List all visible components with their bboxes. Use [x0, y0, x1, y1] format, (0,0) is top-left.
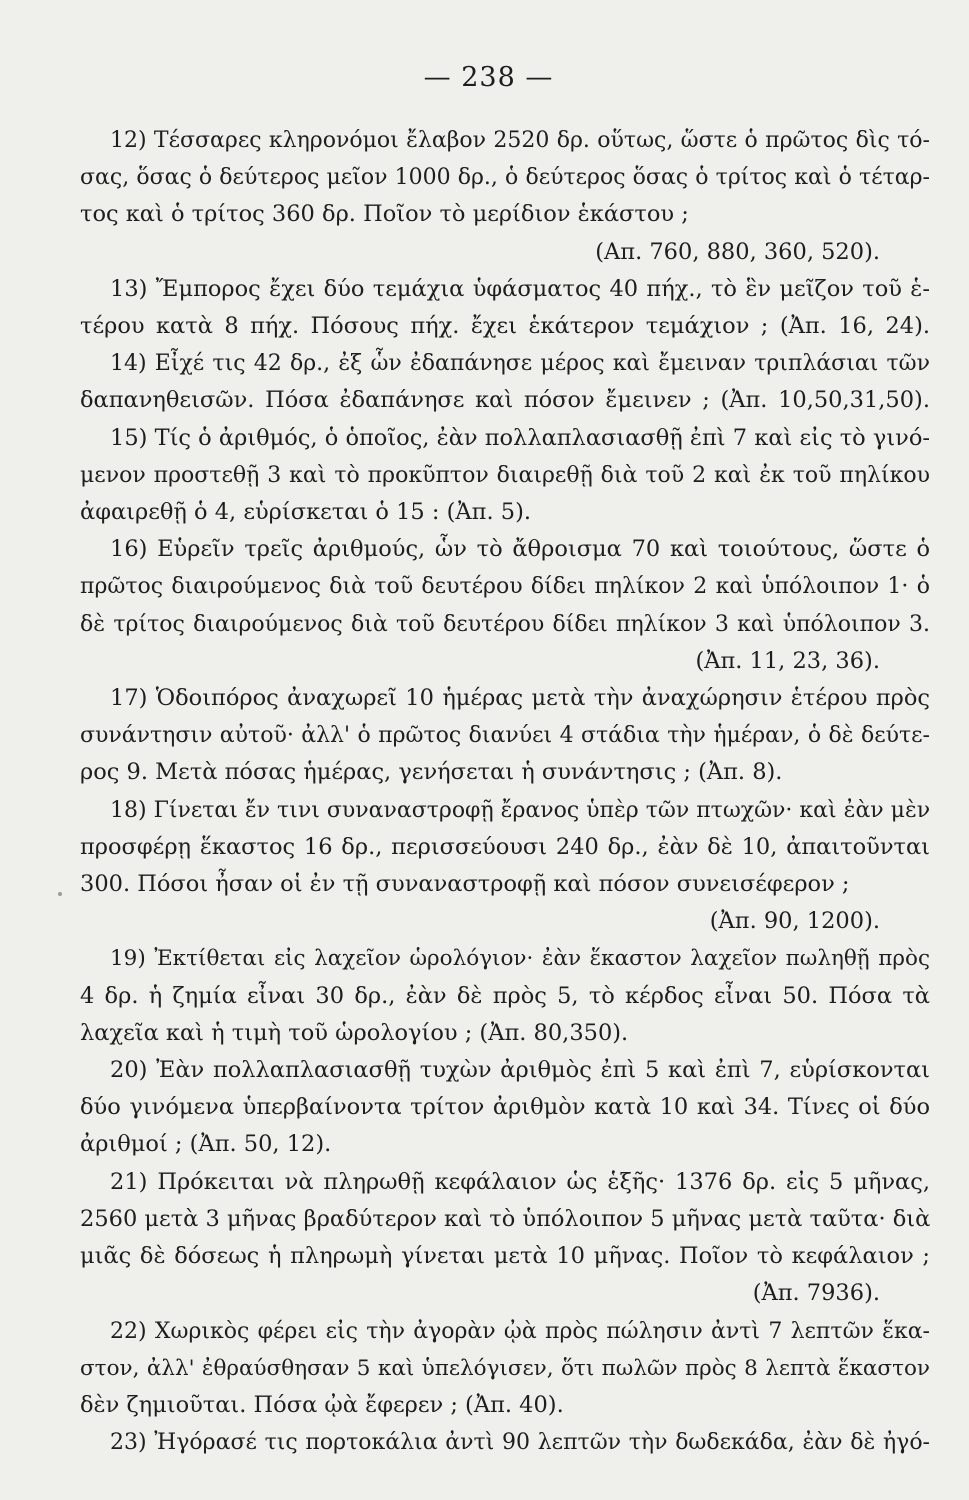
problem-20 — [80, 1052, 930, 1164]
problem-line: 16) Εὑρεῖν τρεῖς ἀριθμούς, ὧν τὸ ἄθροισμα 70 καὶ τοιούτους, ὥστε ὁ — [110, 536, 930, 563]
problem-15 — [80, 420, 930, 532]
problem-line: μενον προστεθῇ 3 καὶ τὸ προκῦπτον διαιρεθῇ διὰ τοῦ 2 καὶ ἐκ τοῦ πηλίκου — [80, 462, 930, 488]
problem-18 — [80, 792, 930, 941]
problem-line: 4 δρ. ἡ ζημία εἶναι 30 δρ., ἐὰν δὲ πρὸς 5, τὸ κέρδος εἶναι 50. Πόσα τὰ — [80, 982, 930, 1009]
problem-line: 13) Ἔμπορος ἔχει δύο τεμάχια ὑφάσματος 40 πήχ., τὸ ἓν μεῖζον τοῦ ἑ- — [110, 275, 930, 302]
margin-speck — [58, 892, 62, 896]
problem-line: στον, ἀλλ' ἐθραύσθησαν 5 καὶ ὑπελόγισεν, ὅτι πωλῶν πρὸς 8 λεπτὰ ἕκαστον — [80, 1355, 930, 1381]
problem-list — [80, 122, 930, 1461]
problem-line: δαπανηθεισῶν. Πόσα ἐδαπάνησε καὶ πόσον ἔμεινεν ; (Ἀπ. 10,50,31,50). — [80, 387, 930, 414]
problem-line: 17) Ὁδοιπόρος ἀναχωρεῖ 10 ἡμέρας μετὰ τὴν ἀναχώρησιν ἑτέρου πρὸς — [110, 685, 930, 712]
problem-line: 21) Πρόκειται νὰ πληρωθῇ κεφάλαιον ὡς ἑξῆς· 1376 δρ. εἰς 5 μῆνας, — [110, 1168, 930, 1195]
problem-answer: (Ἀπ. 7936). — [752, 1280, 880, 1307]
problem-12 — [80, 122, 930, 271]
problem-line: τος καὶ ὁ τρίτος 360 δρ. Ποῖον τὸ μερίδιον ἑκάστου ; — [80, 201, 689, 228]
problem-line: ἀριθμοί ; (Ἀπ. 50, 12). — [80, 1131, 332, 1158]
problem-21 — [80, 1164, 930, 1313]
problem-answer: (Ἀπ. 11, 23, 36). — [695, 647, 880, 674]
problem-line: δύο γινόμενα ὑπερβαίνοντα τρίτον ἀριθμὸν κατὰ 10 καὶ 34. Τίνες οἱ δύο — [80, 1094, 930, 1121]
problem-line: προσφέρῃ ἕκαστος 16 δρ., περισσεύουσι 240 δρ., ἐὰν δὲ 10, ἀπαιτοῦνται — [80, 833, 930, 860]
problem-19 — [80, 940, 930, 1052]
problem-line: 23) Ἠγόρασέ τις πορτοκάλια ἀντὶ 90 λεπτῶν τὴν δωδεκάδα, ἐὰν δὲ ἠγό- — [110, 1430, 930, 1456]
problem-17 — [80, 680, 930, 792]
problem-answer: (Απ. 760, 880, 360, 520). — [595, 238, 880, 265]
problem-22 — [80, 1313, 930, 1425]
problem-line: ἀφαιρεθῇ ὁ 4, εὑρίσκεται ὁ 15 : (Ἀπ. 5). — [80, 499, 531, 526]
problem-line: 12) Τέσσαρες κληρονόμοι ἔλαβον 2520 δρ. οὕτως, ὥστε ὁ πρῶτος δὶς τό- — [110, 128, 930, 153]
problem-line: 2560 μετὰ 3 μῆνας βραδύτερον καὶ τὸ ὑπόλοιπον 5 μῆνας μετὰ ταῦτα· διὰ — [80, 1205, 930, 1232]
problem-13 — [80, 271, 930, 345]
problem-14 — [80, 345, 930, 419]
problem-line: συνάντησιν αὐτοῦ· ἀλλ' ὁ πρῶτος διανύει 4 στάδια τὴν ἡμέραν, ὁ δὲ δεύτε- — [80, 723, 930, 749]
problem-line: 15) Τίς ὁ ἀριθμός, ὁ ὁποῖος, ἐὰν πολλαπλασιασθῇ ἐπὶ 7 καὶ εἰς τὸ γινό- — [110, 424, 930, 451]
problem-line: 14) Εἶχέ τις 42 δρ., ἐξ ὧν ἐδαπάνησε μέρος καὶ ἔμειναν τριπλάσιαι τῶν — [110, 351, 930, 377]
problem-line: δὲν ζημιοῦται. Πόσα ᾠὰ ἔφερεν ; (Ἀπ. 40). — [80, 1391, 564, 1418]
problem-line: λαχεῖα καὶ ἡ τιμὴ τοῦ ὡρολογίου ; (Ἀπ. 80,350). — [80, 1019, 629, 1046]
problem-line: 18) Γίνεται ἔν τινι συναναστροφῇ ἔρανος ὑπὲρ τῶν πτωχῶν· καὶ ἐὰν μὲν — [110, 797, 930, 823]
problem-line: μιᾶς δὲ δόσεως ἡ πληρωμὴ γίνεται μετὰ 10 μῆνας. Ποῖον τὸ κεφάλαιον ; — [80, 1243, 930, 1270]
problem-line: τέρου κατὰ 8 πήχ. Πόσους πήχ. ἔχει ἑκάτερον τεμάχιον ; (Ἀπ. 16, 24). — [80, 313, 930, 340]
problem-line: 22) Χωρικὸς φέρει εἰς τὴν ἀγορὰν ᾠὰ πρὸς πώλησιν ἀντὶ 7 λεπτῶν ἕκα- — [110, 1318, 930, 1344]
problem-line: δὲ τρίτος διαιρούμενος διὰ τοῦ δευτέρου δίδει πηλίκον 3 καὶ ὑπόλοιπον 3. — [80, 611, 930, 637]
problem-23 — [80, 1424, 930, 1461]
problem-line: 300. Πόσοι ἦσαν οἱ ἐν τῇ συναναστροφῇ καὶ πόσον συνεισέφερον ; — [80, 871, 850, 898]
problem-line: ρος 9. Μετὰ πόσας ἡμέρας, γενήσεται ἡ συνάντησις ; (Ἀπ. 8). — [80, 759, 783, 786]
problem-answer: (Ἀπ. 90, 1200). — [709, 908, 880, 935]
problem-line: σας, ὅσας ὁ δεύτερος μεῖον 1000 δρ., ὁ δεύτερος ὅσας ὁ τρίτος καὶ ὁ τέταρ- — [80, 165, 930, 191]
problem-line: 19) Ἐκτίθεται εἰς λαχεῖον ὡρολόγιον· ἐὰν ἕκαστον λαχεῖον πωληθῇ πρὸς — [110, 946, 930, 972]
problem-line: 20) Ἐὰν πολλαπλασιασθῇ τυχὼν ἀριθμὸς ἐπὶ 5 καὶ ἐπὶ 7, εὑρίσκονται — [110, 1057, 930, 1084]
problem-line: πρῶτος διαιρούμενος διὰ τοῦ δευτέρου δίδει πηλίκον 2 καὶ ὑπόλοιπον 1· ὁ — [80, 574, 930, 600]
problem-16 — [80, 531, 930, 680]
page-number: — 238 — — [423, 62, 554, 93]
